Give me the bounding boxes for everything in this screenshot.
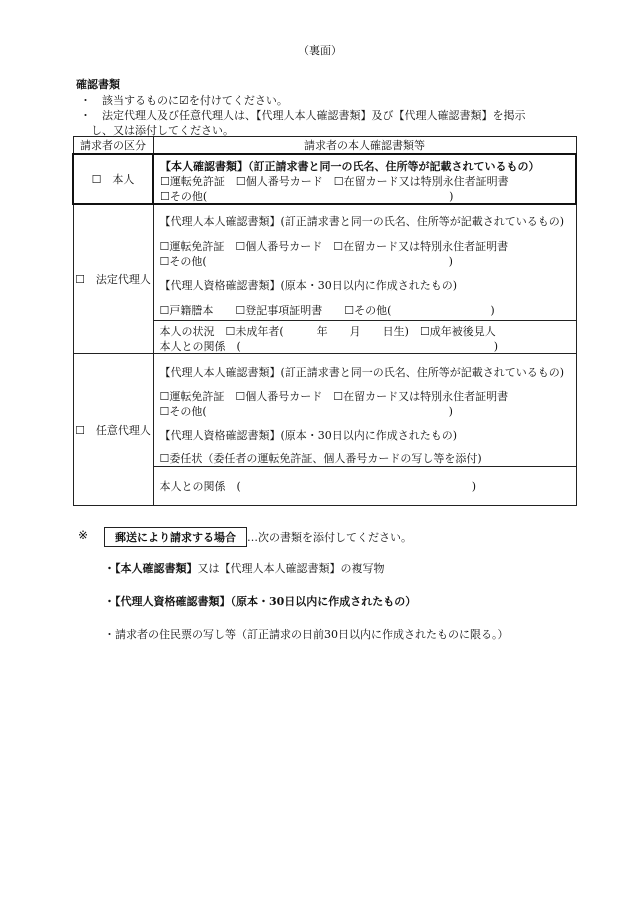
bullet-3: し、又は添付してください。 xyxy=(80,124,234,137)
note-item-1: ・【本人確認書類】又は【代理人本人確認書類】の複写物 xyxy=(104,562,385,575)
category-houtei[interactable]: ☐ 法定代理人 xyxy=(73,204,153,354)
category-honnin[interactable]: ☐ 本人 xyxy=(73,154,153,204)
houtei-id-doc-title: 【代理人本人確認書類】(訂正請求書と同一の氏名、住所等が記載されているもの) xyxy=(159,215,565,228)
note-mark: ※ xyxy=(78,528,89,542)
honnin-options-line2[interactable]: ☐その他( ) xyxy=(160,190,454,203)
nini-qual-options[interactable]: ☐委任状（委任者の運転免許証、個人番号カードの写し等を添付) xyxy=(159,452,482,465)
note-item-3: ・請求者の住民票の写し等（訂正請求の日前30日以内に作成されたものに限る。） xyxy=(104,628,509,641)
houtei-qual-options[interactable]: ☐戸籍謄本 ☐登記事項証明書 ☐その他( ) xyxy=(159,304,495,317)
nini-relation-line[interactable]: 本人との関係 ( ) xyxy=(159,480,477,493)
houtei-status xyxy=(153,321,576,354)
houtei-id-options-line1[interactable]: ☐運転免許証 ☐個人番号カード ☐在留カード又は特別永住者証明書 xyxy=(159,240,509,253)
header-category: 請求者の区分 xyxy=(73,137,153,155)
bullet-2: ・ 法定代理人及び任意代理人は、【代理人本人確認書類】及び【代理人確認書類】を掲示 xyxy=(80,109,526,122)
houtei-id-options-line2[interactable]: ☐その他( ) xyxy=(159,255,453,268)
page-side-label: （裏面） xyxy=(298,44,342,57)
mail-suffix: …次の書類を添付してください。 xyxy=(247,531,412,544)
nini-documents xyxy=(153,354,576,467)
houtei-relation-line[interactable]: 本人との関係 ( ) xyxy=(159,340,499,353)
nini-id-doc-title: 【代理人本人確認書類】(訂正請求書と同一の氏名、住所等が記載されているもの) xyxy=(159,366,565,379)
header-documents: 請求者の本人確認書類等 xyxy=(153,137,576,155)
mail-label: 郵送により請求する場合 xyxy=(104,527,247,547)
honnin-options-line1[interactable]: ☐運転免許証 ☐個人番号カード ☐在留カード又は特別永住者証明書 xyxy=(160,175,509,188)
mail-note xyxy=(104,527,412,547)
category-nini[interactable]: ☐ 任意代理人 xyxy=(73,354,153,506)
bullet-1: ・ 該当するものに☑を付けてください。 xyxy=(80,94,288,107)
note-item-2: ・【代理人資格確認書類】（原本・30日以内に作成されたもの） xyxy=(104,595,417,608)
honnin-doc-title: 【本人確認書類】（訂正請求書と同一の氏名、住所等が記載されているもの） xyxy=(160,160,540,173)
section-title: 確認書類 xyxy=(76,78,120,91)
nini-id-options-line2[interactable]: ☐その他( ) xyxy=(159,405,453,418)
houtei-qual-doc-title: 【代理人資格確認書類】(原本・30日以内に作成されたもの) xyxy=(159,279,458,292)
document-table xyxy=(72,136,577,506)
honnin-documents xyxy=(153,154,576,204)
houtei-documents xyxy=(153,204,576,321)
nini-relation xyxy=(153,467,576,506)
houtei-status-line[interactable]: 本人の状況 ☐未成年者( 年 月 日生) ☐成年被後見人 xyxy=(159,325,496,338)
nini-id-options-line1[interactable]: ☐運転免許証 ☐個人番号カード ☐在留カード又は特別永住者証明書 xyxy=(159,390,509,403)
nini-qual-doc-title: 【代理人資格確認書類】(原本・30日以内に作成されたもの) xyxy=(159,429,458,442)
